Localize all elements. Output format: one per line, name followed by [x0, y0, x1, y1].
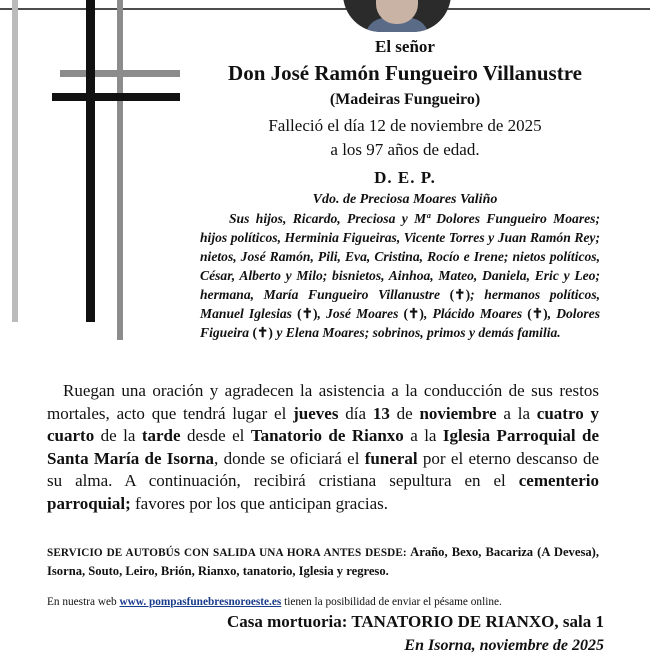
widow-line: Vdo. de Preciosa Moares Valiño: [312, 192, 498, 207]
rip-text: D. E. P.: [374, 168, 436, 187]
cross-icon: [0, 0, 185, 340]
age-at-death: a los 97 años de edad.: [330, 140, 480, 159]
cross-symbol: (✝): [449, 287, 471, 302]
cross-symbol: (✝): [252, 325, 273, 340]
place-date: En Isorna, noviembre de 2025: [404, 637, 604, 654]
cross-symbol: (✝): [297, 306, 318, 321]
death-date: Falleció el día 12 de noviembre de 2025: [268, 116, 542, 135]
portrait-photo: [343, 0, 451, 32]
family-paragraph: Sus hijos, Ricardo, Preciosa y Mª Dolores Fungueiro Moares; hijos políticos, Herminia Figueiras, Vicente Torres y Juan Ramón Rey; nietos, José Ramón, Pili, Eva, Cristina, Rocío e Irene; nietos políticos, César, Alberto y Milo; bisnietos, Ainhoa, Mateo, Daniela, Eric y Leo; hermana, María Fungueiro Villanustre (✝); hermanos políticos, Manuel Iglesias (✝), José Moares (✝), Plácido Moares (✝), Dolores Figueira (✝) y Elena Moares; sobrinos, primos y demás familia.: [200, 211, 601, 340]
cross-symbol: (✝): [403, 306, 424, 321]
website-link[interactable]: www. pompasfunebresnoroeste.es: [119, 596, 282, 608]
honorific: El señor: [375, 37, 435, 56]
bus-service-notice: SERVICIO DE AUTOBÚS CON SALIDA UNA HORA ANTES DESDE: Araño, Bexo, Bacariza (A Devesa), Isorna, Souto, Leiro, Brión, Rianxo, tanatorio, Iglesia y regreso.: [47, 545, 599, 578]
deceased-name: Don José Ramón Fungueiro Villanustre: [228, 61, 582, 85]
company-name: (Madeiras Fungueiro): [329, 91, 481, 108]
mortuary-location: Casa mortuoria: TANATORIO DE RIANXO, sala 1: [226, 612, 604, 631]
web-notice: En nuestra web www. pompasfunebresnoroeste.es tienen la posibilidad de enviar el pésame online.: [47, 596, 502, 608]
cross-symbol: (✝): [527, 306, 548, 321]
funeral-paragraph: Ruegan una oración y agradecen la asistencia a la conducción de sus restos mortales, acto que tendrá lugar el jueves día 13 de noviembre a la cuatro y cuarto de la tarde desde el Tanatorio de Rianxo a la Iglesia Parroquial de Santa María de Isorna, donde se oficiará el funeral por el eterno descanso de su alma. A continuación, recibirá cristiana sepultura en el cementerio parroquial; favores por los que anticipan gracias.: [47, 381, 600, 513]
